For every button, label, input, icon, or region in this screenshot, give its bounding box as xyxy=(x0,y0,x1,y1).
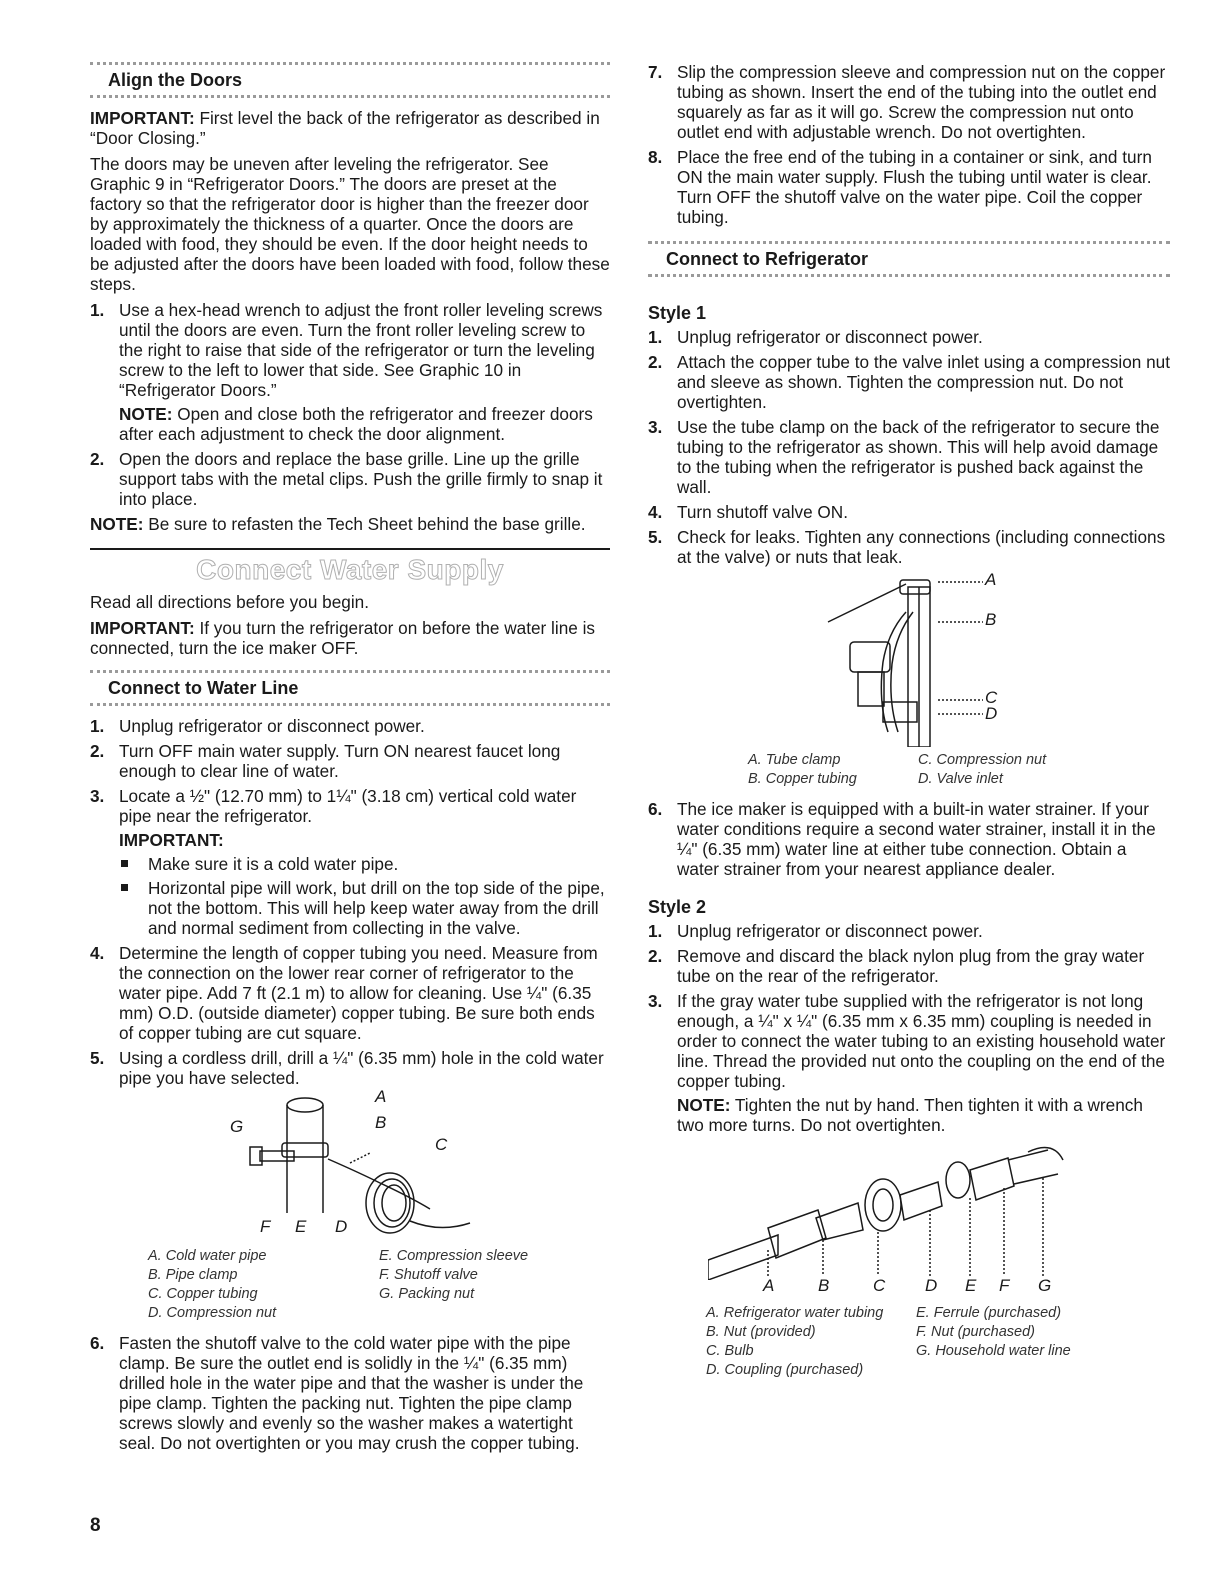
legend-item: F. Shutoff valve xyxy=(379,1267,478,1283)
legend-item: G. Packing nut xyxy=(379,1286,475,1302)
page-number: 8 xyxy=(90,1515,101,1536)
list-item xyxy=(90,1048,610,1088)
figure-legend xyxy=(148,1247,610,1323)
list-item xyxy=(648,921,1170,941)
figure-letter: B xyxy=(985,610,997,629)
align-intro: The doors may be uneven after leveling the refrigerator. See Graphic 9 in “Refrigerator Doors.” The doors are preset at the factory so that the refrigerator door is higher than the freezer door by approximately the thickness of a quarter. Once the doors are loaded with food, they should be even. If the door height needs to be adjusted after the doors have been loaded with food, follow these steps. xyxy=(90,154,610,294)
step-number: 3. xyxy=(648,417,663,437)
figure-letter: G xyxy=(1038,1276,1052,1295)
step-number: 8. xyxy=(648,147,663,167)
step-text: Place the free end of the tubing in a container or sink, and turn ON the main water supply. Flush the tubing until water is clear. Turn OFF the shutoff valve on the water pipe. Coil the copper tubing. xyxy=(677,147,1152,227)
step-text: Determine the length of copper tubing you need. Measure from the connection on the lower rear corner of refrigerator to the water pipe. Add 7 ft (2.1 m) to allow for cleaning. Use ¼" (6.35 mm) O.D. (outside diameter) copper tubing. Be sure both ends of copper tubing are cut square. xyxy=(119,943,598,1043)
read-all-text: Read all directions before you begin. xyxy=(90,592,369,612)
note-text: Tighten the nut by hand. Then tighten it with a wrench two more turns. Do not overtighten. xyxy=(677,1095,1143,1135)
section-heading-connect-fridge: Connect to Refrigerator xyxy=(666,249,869,269)
list-item xyxy=(90,1333,610,1453)
legend-item: A. Tube clamp xyxy=(748,752,841,768)
legend-item: D. Valve inlet xyxy=(918,771,1003,787)
section-heading-water-line: Connect to Water Line xyxy=(108,678,299,698)
important-text: First level the back of the refrigerator as described in “Door Closing.” xyxy=(90,108,600,148)
step-number: 1. xyxy=(648,921,663,941)
step-text: Check for leaks. Tighten any connections (including connections at the valve) or nuts that leak. xyxy=(677,527,1166,567)
style2-steps xyxy=(648,921,1170,1135)
water-line-steps-continued xyxy=(90,1333,610,1453)
bullet-list xyxy=(119,854,610,938)
legend-item: E. Compression sleeve xyxy=(379,1248,529,1264)
right-column xyxy=(648,62,1170,1380)
bullet-item: Horizontal pipe will work, but drill on the top side of the pipe, not the bottom. This will help keep water away from the drill and normal sediment from collecting in the valve. xyxy=(119,878,610,938)
step-number: 6. xyxy=(648,799,663,819)
legend-item: A. Cold water pipe xyxy=(148,1248,267,1264)
figure-letter: D xyxy=(335,1217,348,1236)
step-text: Unplug refrigerator or disconnect power. xyxy=(677,921,983,941)
legend-item: A. Refrigerator water tubing xyxy=(706,1305,884,1321)
important-paragraph xyxy=(90,108,610,148)
step-number: 1. xyxy=(648,327,663,347)
list-item xyxy=(90,943,610,1043)
figure-letter: A xyxy=(985,570,997,589)
list-item xyxy=(90,300,610,444)
figure-letter: G xyxy=(230,1117,244,1136)
list-item xyxy=(90,449,610,509)
legend-item: B. Copper tubing xyxy=(748,771,857,787)
style2-heading: Style 2 xyxy=(648,897,707,917)
list-item xyxy=(90,716,610,736)
figure-letter: C xyxy=(873,1276,886,1295)
water-line-steps xyxy=(90,716,610,1088)
divider xyxy=(648,274,1170,277)
figure-letter: D xyxy=(925,1276,938,1295)
legend-item: F. Nut (purchased) xyxy=(916,1324,1036,1340)
step-number: 4. xyxy=(648,502,663,522)
step-text: Attach the copper tube to the valve inlet using a compression nut and sleeve as shown. Tighten the compression nut. Do not overtighten. xyxy=(677,352,1171,412)
legend-item: B. Pipe clamp xyxy=(148,1267,238,1283)
step-text: Locate a ½" (12.70 mm) to 1¼" (3.18 cm) vertical cold water pipe near the refrigerator. xyxy=(119,786,577,826)
step-number: 7. xyxy=(648,62,663,82)
left-column xyxy=(90,62,610,1458)
step-text: Use the tube clamp on the back of the refrigerator to secure the tubing to the refrigerator as shown. This will help avoid damage to the tubing when the refrigerator is pushed back against the wall. xyxy=(677,417,1160,497)
step-text: Use a hex-head wrench to adjust the front roller leveling screws until the doors are even. Turn the front roller leveling screw to the right to raise that side of the refrigerator or turn the leveling screw to the left to lower that side. See Graphic 10 in “Refrigerator Doors.” xyxy=(119,300,603,400)
step-text: Unplug refrigerator or disconnect power. xyxy=(119,716,425,736)
legend-column xyxy=(379,1247,610,1323)
step-number: 2. xyxy=(90,449,105,469)
divider xyxy=(90,95,610,98)
list-item xyxy=(648,946,1170,986)
legend-item: D. Compression nut xyxy=(148,1305,277,1321)
step-number: 3. xyxy=(90,786,105,806)
figure-letter: F xyxy=(260,1217,271,1236)
note-label: NOTE: xyxy=(677,1095,731,1115)
tube-clamp-figure xyxy=(788,572,1028,747)
step-number: 2. xyxy=(648,946,663,966)
figure-letter: C xyxy=(985,688,998,707)
legend-item: B. Nut (provided) xyxy=(706,1324,816,1340)
step-text: If the gray water tube supplied with the refrigerator is not long enough, a ¼" x ¼" (6.35 mm x 6.35 mm) coupling is needed in order to connect the water tubing to an existing household water line. Thread the provided nut onto the coupling on the end of the copper tubing. xyxy=(677,991,1166,1091)
list-item xyxy=(648,417,1170,497)
list-item xyxy=(648,62,1170,142)
step-text: Slip the compression sleeve and compression nut on the copper tubing as shown. Insert the end of the tubing into the outlet end squarely as far as it will go. Screw the compression nut onto outlet end with adjustable wrench. Do not overtighten. xyxy=(677,62,1166,142)
legend-column xyxy=(706,1304,916,1380)
step-number: 1. xyxy=(90,300,105,320)
step-number: 5. xyxy=(648,527,663,547)
important-text: If you turn the refrigerator on before the water line is connected, turn the ice maker OFF. xyxy=(90,618,596,658)
step-text: Unplug refrigerator or disconnect power. xyxy=(677,327,983,347)
list-item xyxy=(90,741,610,781)
section-rule xyxy=(90,548,610,550)
important-label: IMPORTANT: xyxy=(90,108,195,128)
shutoff-valve-figure xyxy=(210,1087,550,1243)
legend-column xyxy=(748,751,918,789)
important-label: IMPORTANT: xyxy=(90,618,195,638)
note-paragraph xyxy=(90,514,610,534)
section-heading-align-doors: Align the Doors xyxy=(108,70,242,90)
step-text: Fasten the shutoff valve to the cold water pipe with the pipe clamp. Be sure the outlet end is solidly in the ¼" (6.35 mm) drilled hole in the water pipe and that the washer is under the pipe clamp. Tighten the packing nut. Tighten the pipe clamp screws slowly and evenly so the washer makes a watertight seal. Do not overtighten or you may crush the copper tubing. xyxy=(119,1333,584,1453)
style1-heading: Style 1 xyxy=(648,303,707,323)
step-number: 3. xyxy=(648,991,663,1011)
step-note xyxy=(677,1095,1170,1135)
coupling-figure xyxy=(708,1140,1068,1300)
step-text: Using a cordless drill, drill a ¼" (6.35 mm) hole in the cold water pipe you have selected. xyxy=(119,1048,604,1088)
step-number: 6. xyxy=(90,1333,105,1353)
legend-item: E. Ferrule (purchased) xyxy=(916,1305,1062,1321)
step-number: 4. xyxy=(90,943,105,963)
step-text: Open the doors and replace the base grille. Line up the grille support tabs with the metal clips. Push the grille firmly to snap it into place. xyxy=(119,449,603,509)
figure-letter: D xyxy=(985,704,998,723)
list-item xyxy=(648,527,1170,567)
step-text: The ice maker is equipped with a built-in water strainer. If your water conditions require a second water strainer, install it in the ¼" (6.35 mm) water line at either tube connection. Obtain a water strainer from your nearest appliance dealer. xyxy=(677,799,1156,879)
style1-steps-continued xyxy=(648,799,1170,879)
legend-item: D. Coupling (purchased) xyxy=(706,1362,864,1378)
note-label: NOTE: xyxy=(119,404,173,424)
legend-column xyxy=(916,1304,1126,1380)
list-item xyxy=(648,147,1170,227)
legend-column xyxy=(148,1247,379,1323)
figure-letter: E xyxy=(295,1217,307,1236)
legend-column xyxy=(918,751,1078,789)
step-text: Turn OFF main water supply. Turn ON nearest faucet long enough to clear line of water. xyxy=(119,741,561,781)
water-line-steps-right xyxy=(648,62,1170,227)
list-item xyxy=(648,799,1170,879)
step-number: 1. xyxy=(90,716,105,736)
list-item xyxy=(648,502,1170,522)
coupling-illustration xyxy=(708,1140,1068,1280)
figure-letter: A xyxy=(375,1087,387,1106)
figure-letter: B xyxy=(375,1113,387,1132)
note-text: Open and close both the refrigerator and freezer doors after each adjustment to check the door alignment. xyxy=(119,404,593,444)
figure-letter: C xyxy=(435,1135,448,1154)
important-label: IMPORTANT: xyxy=(119,830,224,850)
figure-letter: F xyxy=(999,1276,1010,1295)
divider xyxy=(90,703,610,706)
legend-item: C. Copper tubing xyxy=(148,1286,258,1302)
step-number: 5. xyxy=(90,1048,105,1068)
figure-letter: A xyxy=(763,1276,775,1295)
important-paragraph xyxy=(90,618,610,658)
note-text: Be sure to refasten the Tech Sheet behind the base grille. xyxy=(143,514,586,534)
step-number: 2. xyxy=(90,741,105,761)
note-label: NOTE: xyxy=(90,514,144,534)
list-item xyxy=(90,786,610,938)
step-note xyxy=(119,404,610,444)
page-section-title: Connect Water Supply xyxy=(196,554,504,585)
list-item xyxy=(648,991,1170,1135)
step-number: 2. xyxy=(648,352,663,372)
style1-steps xyxy=(648,327,1170,567)
figure-letter: B xyxy=(818,1276,830,1295)
list-item xyxy=(648,352,1170,412)
figure-letter: E xyxy=(965,1276,977,1295)
legend-item: G. Household water line xyxy=(916,1343,1071,1359)
figure-legend xyxy=(706,1304,1126,1380)
bullet-item: Make sure it is a cold water pipe. xyxy=(119,854,610,874)
legend-item: C. Bulb xyxy=(706,1343,754,1359)
legend-item: C. Compression nut xyxy=(918,752,1047,768)
figure-legend xyxy=(748,751,1078,789)
step-text: Turn shutoff valve ON. xyxy=(677,502,848,522)
list-item xyxy=(648,327,1170,347)
step-text: Remove and discard the black nylon plug from the gray water tube on the rear of the refrigerator. xyxy=(677,946,1145,986)
align-steps xyxy=(90,300,610,509)
